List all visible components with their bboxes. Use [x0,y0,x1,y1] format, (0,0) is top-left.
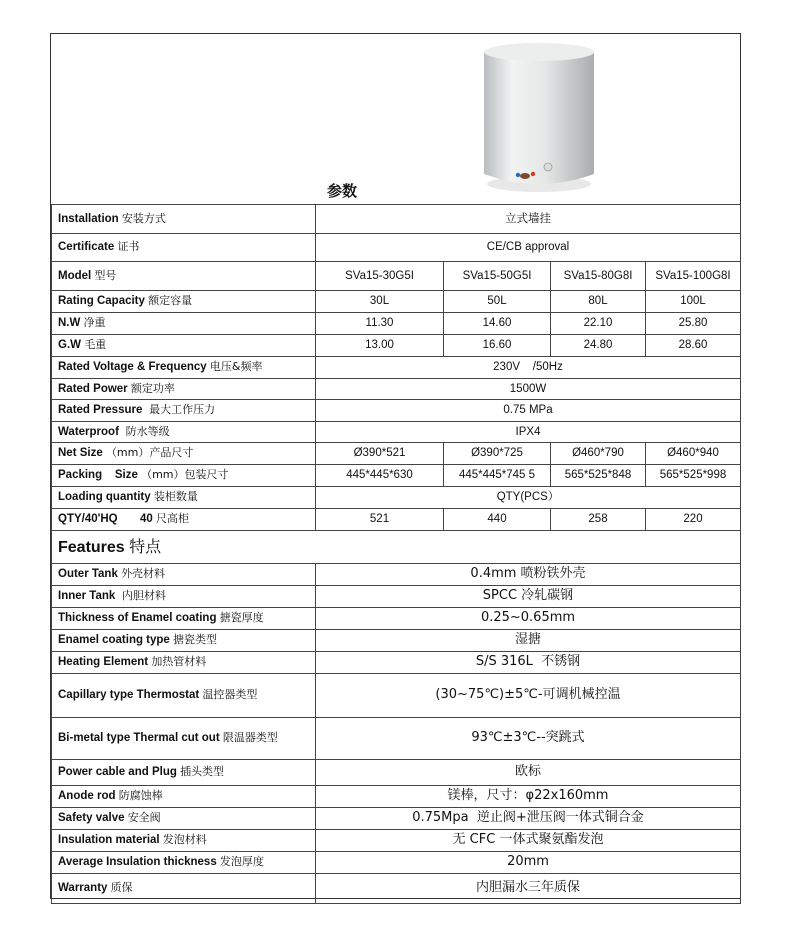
label-en: Rated Voltage & Frequency [58,361,210,374]
feature-row [52,608,741,630]
row-label [52,422,316,443]
label-en: Warranty [58,882,111,895]
label-en: Packing Size [58,469,142,482]
spec-row [52,422,741,443]
feature-value: 内胆漏水三年质保 [316,874,741,904]
feature-row [52,830,741,852]
label-cn: 额定容量 [148,294,193,308]
spec-value: 1500W [316,379,741,400]
spec-value: 565*525*848 [551,465,646,487]
feature-value: SPCC 冷轧碳钢 [316,586,741,608]
label-en: G.W [58,339,85,352]
spec-value: 0.75 MPa [316,400,741,422]
feature-row [52,808,741,830]
row-label [52,808,316,830]
label-en: Outer Tank [58,568,122,581]
spec-value: 25.80 [646,313,741,335]
row-label [52,852,316,874]
label-en: Insulation material [58,834,163,847]
label-cn: 最大工作压力 [145,403,216,417]
label-cn: 尺高柜 [155,512,189,526]
label-cn: 安装方式 [121,211,166,225]
label-en: Model [58,269,95,282]
spec-row [52,443,741,465]
features-heading-cn: 特点 [129,536,162,556]
feature-row [52,718,741,760]
row-label [52,718,316,760]
label-cn: 证书 [117,240,140,254]
row-label [52,379,316,400]
spec-value: 30L [316,291,444,313]
spec-value: SVa15-30G5I [316,262,444,291]
label-en: Average Insulation thickness [58,856,220,869]
label-en: Certificate [58,241,118,254]
spec-value: 16.60 [444,335,551,357]
row-label [52,652,316,674]
row-label [52,465,316,487]
spec-value: Ø390*725 [444,443,551,465]
label-cn: 电压&频率 [209,360,263,374]
feature-value: 20mm [316,852,741,874]
label-cn: 发泡材料 [162,833,207,847]
spec-value: 521 [316,509,444,531]
spec-row [52,262,741,291]
spec-row [52,291,741,313]
row-label [52,205,316,234]
spec-sheet [50,33,741,899]
spec-table [51,204,741,904]
label-cn: 防腐蚀棒 [118,789,163,803]
feature-row [52,674,741,718]
feature-row [52,852,741,874]
spec-value: IPX4 [316,422,741,443]
feature-row [52,586,741,608]
feature-value: 0.4mm 喷粉铁外壳 [316,564,741,586]
spec-value: 24.80 [551,335,646,357]
label-en: Anode rod [58,790,119,803]
row-label [52,564,316,586]
spec-value: Ø460*940 [646,443,741,465]
row-label [52,630,316,652]
features-heading-row [52,531,741,564]
water-heater-image [51,34,740,204]
feature-value: S/S 316L 不锈钢 [316,652,741,674]
feature-value: 欧标 [316,760,741,786]
label-en: Rated Pressure [58,404,146,417]
label-en: Rating Capacity [58,295,149,308]
label-en: Power cable and Plug [58,766,181,779]
feature-value: 镁棒，尺寸：φ22x160mm [316,786,741,808]
label-en: Installation [58,212,122,225]
row-label [52,674,316,718]
spec-value: Ø460*790 [551,443,646,465]
spec-value: 28.60 [646,335,741,357]
spec-value: 445*445*745 5 [444,465,551,487]
spec-row [52,234,741,262]
label-cn: 净重 [83,316,106,330]
feature-value: 0.25~0.65mm [316,608,741,630]
label-cn: （mm）产品尺寸 [105,446,194,460]
feature-row [52,564,741,586]
label-en: Heating Element [58,656,152,669]
feature-row [52,652,741,674]
label-cn: 装柜数量 [153,490,198,504]
row-label [52,313,316,335]
label-cn: 限温器类型 [222,731,278,745]
spec-value: 100L [646,291,741,313]
label-cn: 毛重 [84,338,107,352]
row-label [52,830,316,852]
row-label [52,608,316,630]
label-en: Net Size [58,447,106,460]
spec-value: 13.00 [316,335,444,357]
row-label [52,400,316,422]
feature-row [52,874,741,904]
label-en: Thickness of Enamel coating [58,612,220,625]
feature-row [52,786,741,808]
spec-value: 440 [444,509,551,531]
label-cn: 防水等级 [122,424,170,438]
spec-value: 14.60 [444,313,551,335]
row-label [52,443,316,465]
row-label [52,262,316,291]
label-en: Rated Power [58,382,131,395]
row-label [52,487,316,509]
label-cn: 内胆材料 [118,589,166,603]
spec-row [52,465,741,487]
feature-value: 湿搪 [316,630,741,652]
spec-value: 50L [444,291,551,313]
spec-row [52,379,741,400]
spec-row [52,509,741,531]
spec-value: SVa15-50G5I [444,262,551,291]
label-cn: 安全阀 [127,811,161,825]
spec-row [52,313,741,335]
label-cn: 质保 [110,881,133,895]
label-cn: 发泡厚度 [219,855,264,869]
spec-value: SVa15-100G8I [646,262,741,291]
label-cn: 搪瓷类型 [173,633,218,647]
label-cn: 插头类型 [180,765,225,779]
label-en: Bi-metal type Thermal cut out [58,732,223,745]
spec-value: 80L [551,291,646,313]
spec-value: 565*525*998 [646,465,741,487]
row-label [52,509,316,531]
feature-row [52,630,741,652]
spec-value: 258 [551,509,646,531]
spec-value: 11.30 [316,313,444,335]
features-heading [52,531,741,564]
spec-row [52,205,741,234]
row-label [52,586,316,608]
page-title: 参数 [327,182,358,200]
feature-value: 无 CFC 一体式聚氨酯发泡 [316,830,741,852]
feature-value: (30~75℃)±5℃-可调机械控温 [316,674,741,718]
row-label [52,335,316,357]
label-cn: 温控器类型 [202,688,258,702]
label-en: Waterproof [58,425,123,438]
label-cn: 加热管材料 [151,655,207,669]
features-heading-en: Features [58,538,130,556]
spec-value: QTY(PCS） [316,487,741,509]
row-label [52,234,316,262]
spec-value: 445*445*630 [316,465,444,487]
spec-row [52,400,741,422]
spec-value: 220 [646,509,741,531]
label-en: N.W [58,317,84,330]
row-label [52,874,316,904]
spec-row [52,335,741,357]
row-label [52,291,316,313]
label-cn: 额定功率 [130,381,175,395]
spec-value: SVa15-80G8I [551,262,646,291]
label-en: Capillary type Thermostat [58,689,203,702]
feature-row [52,760,741,786]
label-en: Loading quantity [58,491,154,504]
label-en: Safety valve [58,812,128,825]
row-label [52,760,316,786]
label-cn: 型号 [94,268,117,282]
label-cn: （mm）包装尺寸 [141,468,229,482]
spec-value: 立式墙挂 [316,205,741,234]
label-cn: 搪瓷厚度 [219,611,264,625]
spec-value: 22.10 [551,313,646,335]
label-en: Inner Tank [58,590,119,603]
feature-value: 93℃±3℃--突跳式 [316,718,741,760]
row-label [52,786,316,808]
spec-value: Ø390*521 [316,443,444,465]
row-label [52,357,316,379]
label-cn: 外壳材料 [121,567,166,581]
spec-row [52,487,741,509]
label-en: Enamel coating type [58,634,174,647]
spec-row [52,357,741,379]
label-en: QTY/40'HQ 40 [58,513,156,526]
spec-value: 230V /50Hz [316,357,741,379]
spec-value: CE/CB approval [316,234,741,262]
feature-value: 0.75Mpa 逆止阀+泄压阀一体式铜合金 [316,808,741,830]
